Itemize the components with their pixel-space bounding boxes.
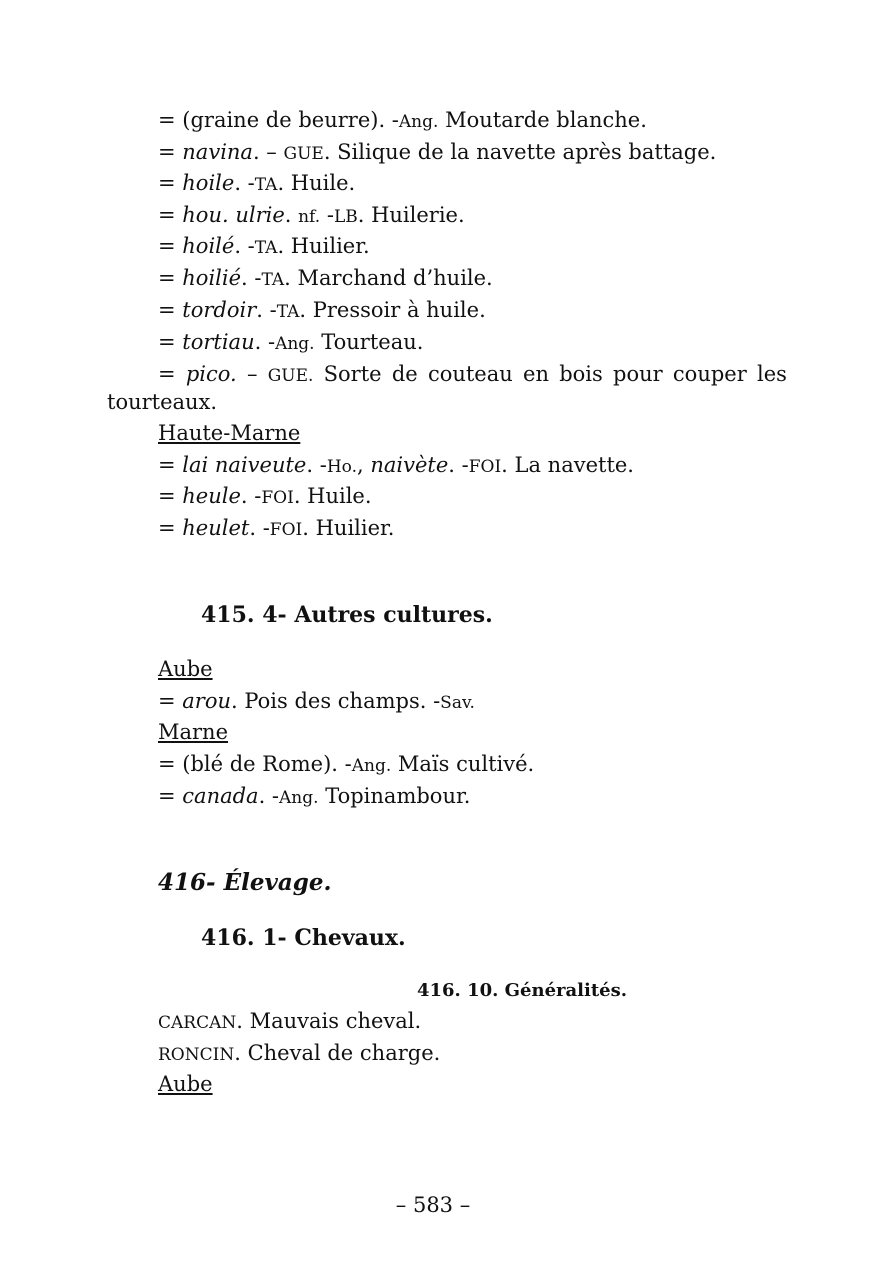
entry-line: = arou. Pois des champs. -Sav. xyxy=(158,689,475,713)
section-heading: 416. 1- Chevaux. xyxy=(201,925,406,951)
entry-line-justified: = pico. – GUE. Sorte de couteau en bois pour couper les xyxy=(158,362,787,386)
entry-line: = heulet. -FOI. Huilier. xyxy=(158,516,395,540)
entry-line: = hou. ulrie. nf. -LB. Huilerie. xyxy=(158,203,465,227)
region-heading: Aube xyxy=(158,657,213,681)
entry-line: = (blé de Rome). -Ang. Maïs cultivé. xyxy=(158,752,535,776)
entry-line: = (graine de beurre). -Ang. Moutarde blanche. xyxy=(158,108,647,132)
entry-line: = heule. -FOI. Huile. xyxy=(158,484,372,508)
region-heading: Marne xyxy=(158,720,229,744)
page-number: – 583 – xyxy=(395,1193,471,1217)
chapter-heading: 416- Élevage. xyxy=(158,869,332,896)
entry-line: = lai naiveute. -Ho., naivète. -FOI. La navette. xyxy=(158,453,634,477)
entry-line: = canada. -Ang. Topinambour. xyxy=(158,784,471,808)
subsection-heading: 416. 10. Généralités. xyxy=(416,980,628,1001)
entry-line: CARCAN. Mauvais cheval. xyxy=(158,1009,422,1033)
entry-continuation: tourteaux. xyxy=(107,390,218,414)
entry-line: = hoilié. -TA. Marchand d’huile. xyxy=(158,266,493,290)
region-heading: Aube xyxy=(158,1072,213,1096)
entry-line: = hoilé. -TA. Huilier. xyxy=(158,234,370,258)
entry-line: = tortiau. -Ang. Tourteau. xyxy=(158,330,424,354)
region-heading: Haute-Marne xyxy=(158,421,301,445)
entry-line: = tordoir. -TA. Pressoir à huile. xyxy=(158,298,486,322)
section-heading: 415. 4- Autres cultures. xyxy=(201,602,493,628)
entry-line: RONCIN. Cheval de charge. xyxy=(158,1041,441,1065)
entry-line: = hoile. -TA. Huile. xyxy=(158,171,356,195)
entry-line: = navina. – GUE. Silique de la navette après battage. xyxy=(158,140,717,164)
